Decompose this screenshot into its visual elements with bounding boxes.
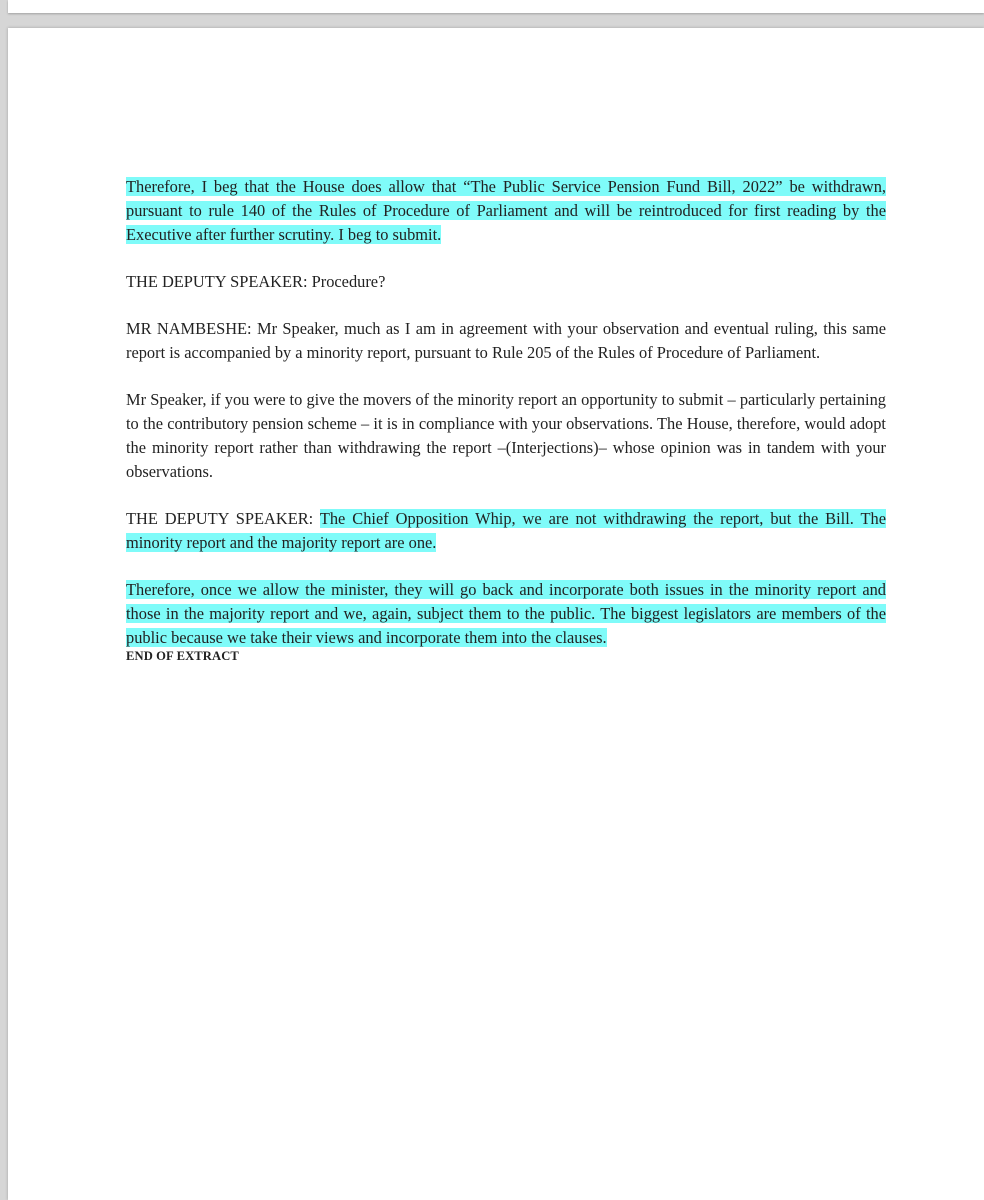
paragraph-deputy-speaker-ruling bbox=[126, 507, 886, 555]
speaker-name: THE DEPUTY SPEAKER: bbox=[126, 271, 308, 291]
paragraph-withdrawal-request bbox=[126, 175, 886, 246]
paragraph-minority-report bbox=[126, 388, 886, 483]
speech-text: Mr Speaker, much as I am in agreement with your observation and eventual ruling, this same report is accompanied by a minority report, pursuant to Rule 205 of the Rules of Procedure of Parliament. bbox=[126, 319, 886, 362]
paragraph-deputy-speaker-procedure bbox=[126, 270, 886, 294]
speaker-name: MR NAMBESHE: bbox=[126, 319, 252, 339]
previous-page-edge bbox=[8, 0, 984, 13]
document-page bbox=[8, 28, 984, 1200]
highlighted-text: The Chief Opposition Whip, we are not withdrawing the report, but the Bill. The minority report and the majority report are one. bbox=[126, 508, 886, 552]
highlighted-text: Therefore, once we allow the minister, they will go back and incorporate both issues in the minority report and those in the majority report and we, again, subject them to the public. The biggest legislators are members of the public because we take their views and incorporate them into the clauses. bbox=[126, 580, 886, 647]
speech-text: Mr Speaker, if you were to give the movers of the minority report an opportunity to submit – particularly pertaining to the contributory pension scheme – it is in compliance with your observations. The House, therefore, would adopt the minority report rather than withdrawing the report –(Interjections)– whose opinion was in tandem with your observations. bbox=[126, 390, 886, 481]
page-content bbox=[126, 175, 886, 664]
speaker-name: THE DEPUTY SPEAKER: bbox=[126, 508, 314, 528]
paragraph-incorporation bbox=[126, 578, 886, 649]
speech-text: Procedure? bbox=[311, 271, 386, 291]
paragraph-nambeshe bbox=[126, 317, 886, 365]
end-of-extract-label: END OF EXTRACT bbox=[126, 649, 239, 664]
highlighted-text: Therefore, I beg that the House does allow that “The Public Service Pension Fund Bill, 2022” be withdrawn, pursuant to rule 140 of the Rules of Procedure of Parliament and will be reintroduced for first reading by the Executive after further scrutiny. I beg to submit. bbox=[126, 177, 886, 244]
